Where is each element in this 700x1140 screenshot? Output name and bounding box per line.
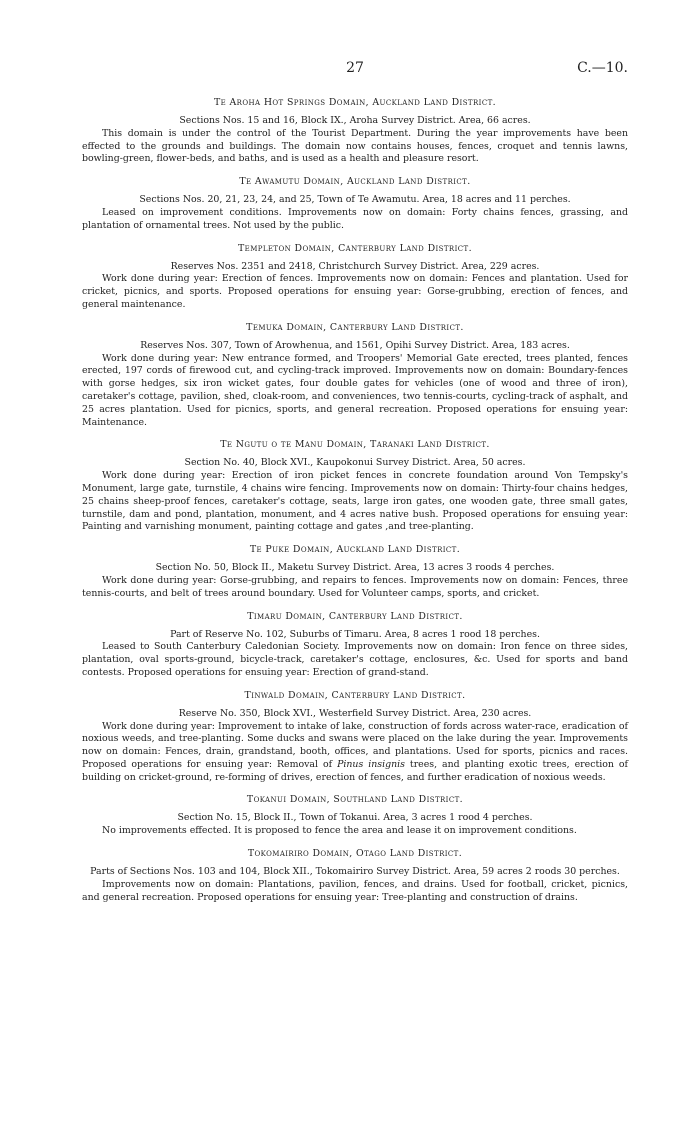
section-heading: Te Ngutu o te Manu Domain, Taranaki Land District. [220,439,490,451]
section-locator: Section No. 15, Block II., Town of Tokanui. Area, 3 acres 1 rood 4 perches. [177,812,533,824]
section-locator: Reserve No. 350, Block XVI., Westerfield Survey District. Area, 230 acres. [178,707,532,719]
section-body: This domain is under the control of the Tourist Department. During the year improvements have been effected to the grounds and buildings. The domain now contains houses, fences, croquet and tennis lawns, bowling-green, flower-beds, and baths, and is used as a health and pleasure resort. [82,127,628,165]
section-body: Work done during year: New entrance formed, and Troopers' Memorial Gate erected, trees planted, fences erected, 197 cords of firewood cut, and cycling-track improved. Improvements now on domain: Boundary-fences with gorse hedges, six iron wicket gates, four double gates for vehicles (one of wood and three of iron), caretaker's cottage, pavilion, shed, cloak-room, and conveniences, two tennis-courts, cycling-track of asphalt, and 25 acres plantation. Used for picnics, sports, and general recreation. Proposed operations for ensuing year: Maintenance. [82,352,628,428]
section-heading: Te Puke Domain, Auckland Land District. [249,544,461,556]
domain-section-templeton [82,242,628,312]
domain-section-te-puke [82,543,628,600]
domain-section-temuka [82,321,628,430]
section-locator: Reserves Nos. 307, Town of Arowhenua, and 1561, Opihi Survey District. Area, 183 acres. [140,339,570,351]
body-text-before-italic: Work done during year: Improvement to intake of lake, construction of fords across water-race, eradication of noxious weeds, and tree-planting. Some ducks and swans were placed on the lake during the year. Improvements now on domain: Fences, drain, grandstand, booth, offices, and plantations. Used for sports, picnics and races. Proposed operations for ensuing year: Removal of [82,720,628,770]
section-body [82,721,628,785]
section-locator: Sections Nos. 20, 21, 23, 24, and 25, Town of Te Awamutu. Area, 18 acres and 11 perches. [139,194,571,206]
domain-section-tokanui [82,793,628,838]
section-heading: Tokomairiro Domain, Otago Land District. [247,848,463,860]
body-text-after-italic: trees, and planting exotic trees, erection of building on cricket-ground, re-forming of drives, erection of fences, and further eradication of noxious weeds. [82,758,628,783]
page-number: 27 [346,60,364,76]
section-heading: Temuka Domain, Canterbury Land District. [246,321,464,333]
domain-section-tokomairiro [82,847,628,904]
section-locator: Part of Reserve No. 102, Suburbs of Timaru. Area, 8 acres 1 rood 18 perches. [170,628,540,640]
section-body: Work done during year: Erection of fences. Improvements now on domain: Fences and plantation. Used for cricket, picnics, and sports. Proposed operations for ensuing year: Gorse-grubbing, erection of fences, and general maintenance. [82,273,628,310]
section-heading: Timaru Domain, Canterbury Land District. [247,610,463,622]
domain-section-timaru [82,610,628,680]
section-body: Leased to South Canterbury Caledonian Society. Improvements now on domain: Iron fence on three sides, plantation, oval sports-ground, bicycle-track, caretaker's cottage, enclosures, &c. Used for sports and band contests. Proposed operations for ensuing year: Erection of grand-stand. [82,641,628,678]
document-page [82,60,628,913]
section-body: Improvements now on domain: Plantations, pavilion, fences, and drains. Used for football, cricket, picnics, and general recreation. Proposed operations for ensuing year: Tree-planting and construction of drains. [82,878,628,903]
section-locator: Section No. 50, Block II., Maketu Survey District. Area, 13 acres 3 roods 4 perches. [155,562,555,574]
section-heading: Tinwald Domain, Canterbury Land District. [244,689,466,701]
section-body: Work done during year: Gorse-grubbing, and repairs to fences. Improvements now on domain: Fences, three tennis-courts, and belt of trees around boundary. Used for Volunteer camps, sports, and cricket. [82,574,628,599]
page-reference: C.—10. [577,60,628,76]
section-heading: Templeton Domain, Canterbury Land District. [238,242,472,254]
section-body: No improvements effected. It is proposed to fence the area and lease it on improvement conditions. [102,825,577,837]
section-body: Work done during year: Erection of iron picket fences in concrete foundation around Von Tempsky's Monument, large gate, turnstile, 4 chains wire fencing. Improvements now on domain: Thirty-four chains hedges, 25 chains sheep-proof fences, caretaker's cottage, seats, large iron gates, one wooden gate, three small gates, turnstile, dam and pond, plantation, monument, and 4 acres native bush. Proposed operations for ensuing year: Painting and varnishing monument, painting cottage and gates ,and tree-planting. [82,470,628,533]
section-locator: Sections Nos. 15 and 16, Block IX., Aroha Survey District. Area, 66 acres. [179,115,531,126]
body-text-italic: Pinus insignis [337,758,405,770]
domain-section-tinwald [82,689,628,785]
domain-section-te-aroha [82,96,628,166]
domain-section-te-ngutu-o-te-manu [82,438,628,534]
section-locator: Reserves Nos. 2351 and 2418, Christchurch Survey District. Area, 229 acres. [170,260,540,272]
page-header [82,60,628,86]
section-body: Leased on improvement conditions. Improvements now on domain: Forty chains fences, grassing, and plantation of ornamental trees. Not used by the public. [82,206,628,231]
section-locator: Section No. 40, Block XVI., Kaupokonui Survey District. Area, 50 acres. [184,457,526,469]
domain-section-te-awamutu [82,175,628,232]
section-locator: Parts of Sections Nos. 103 and 104, Block XII., Tokomairiro Survey District. Area, 59 acres 2 roods 30 perches. [90,866,620,878]
section-heading: Tokanui Domain, Southland Land District. [246,794,464,806]
section-heading: Te Aroha Hot Springs Domain, Auckland Land District. [213,97,497,108]
section-heading: Te Awamutu Domain, Auckland Land District. [239,176,471,188]
